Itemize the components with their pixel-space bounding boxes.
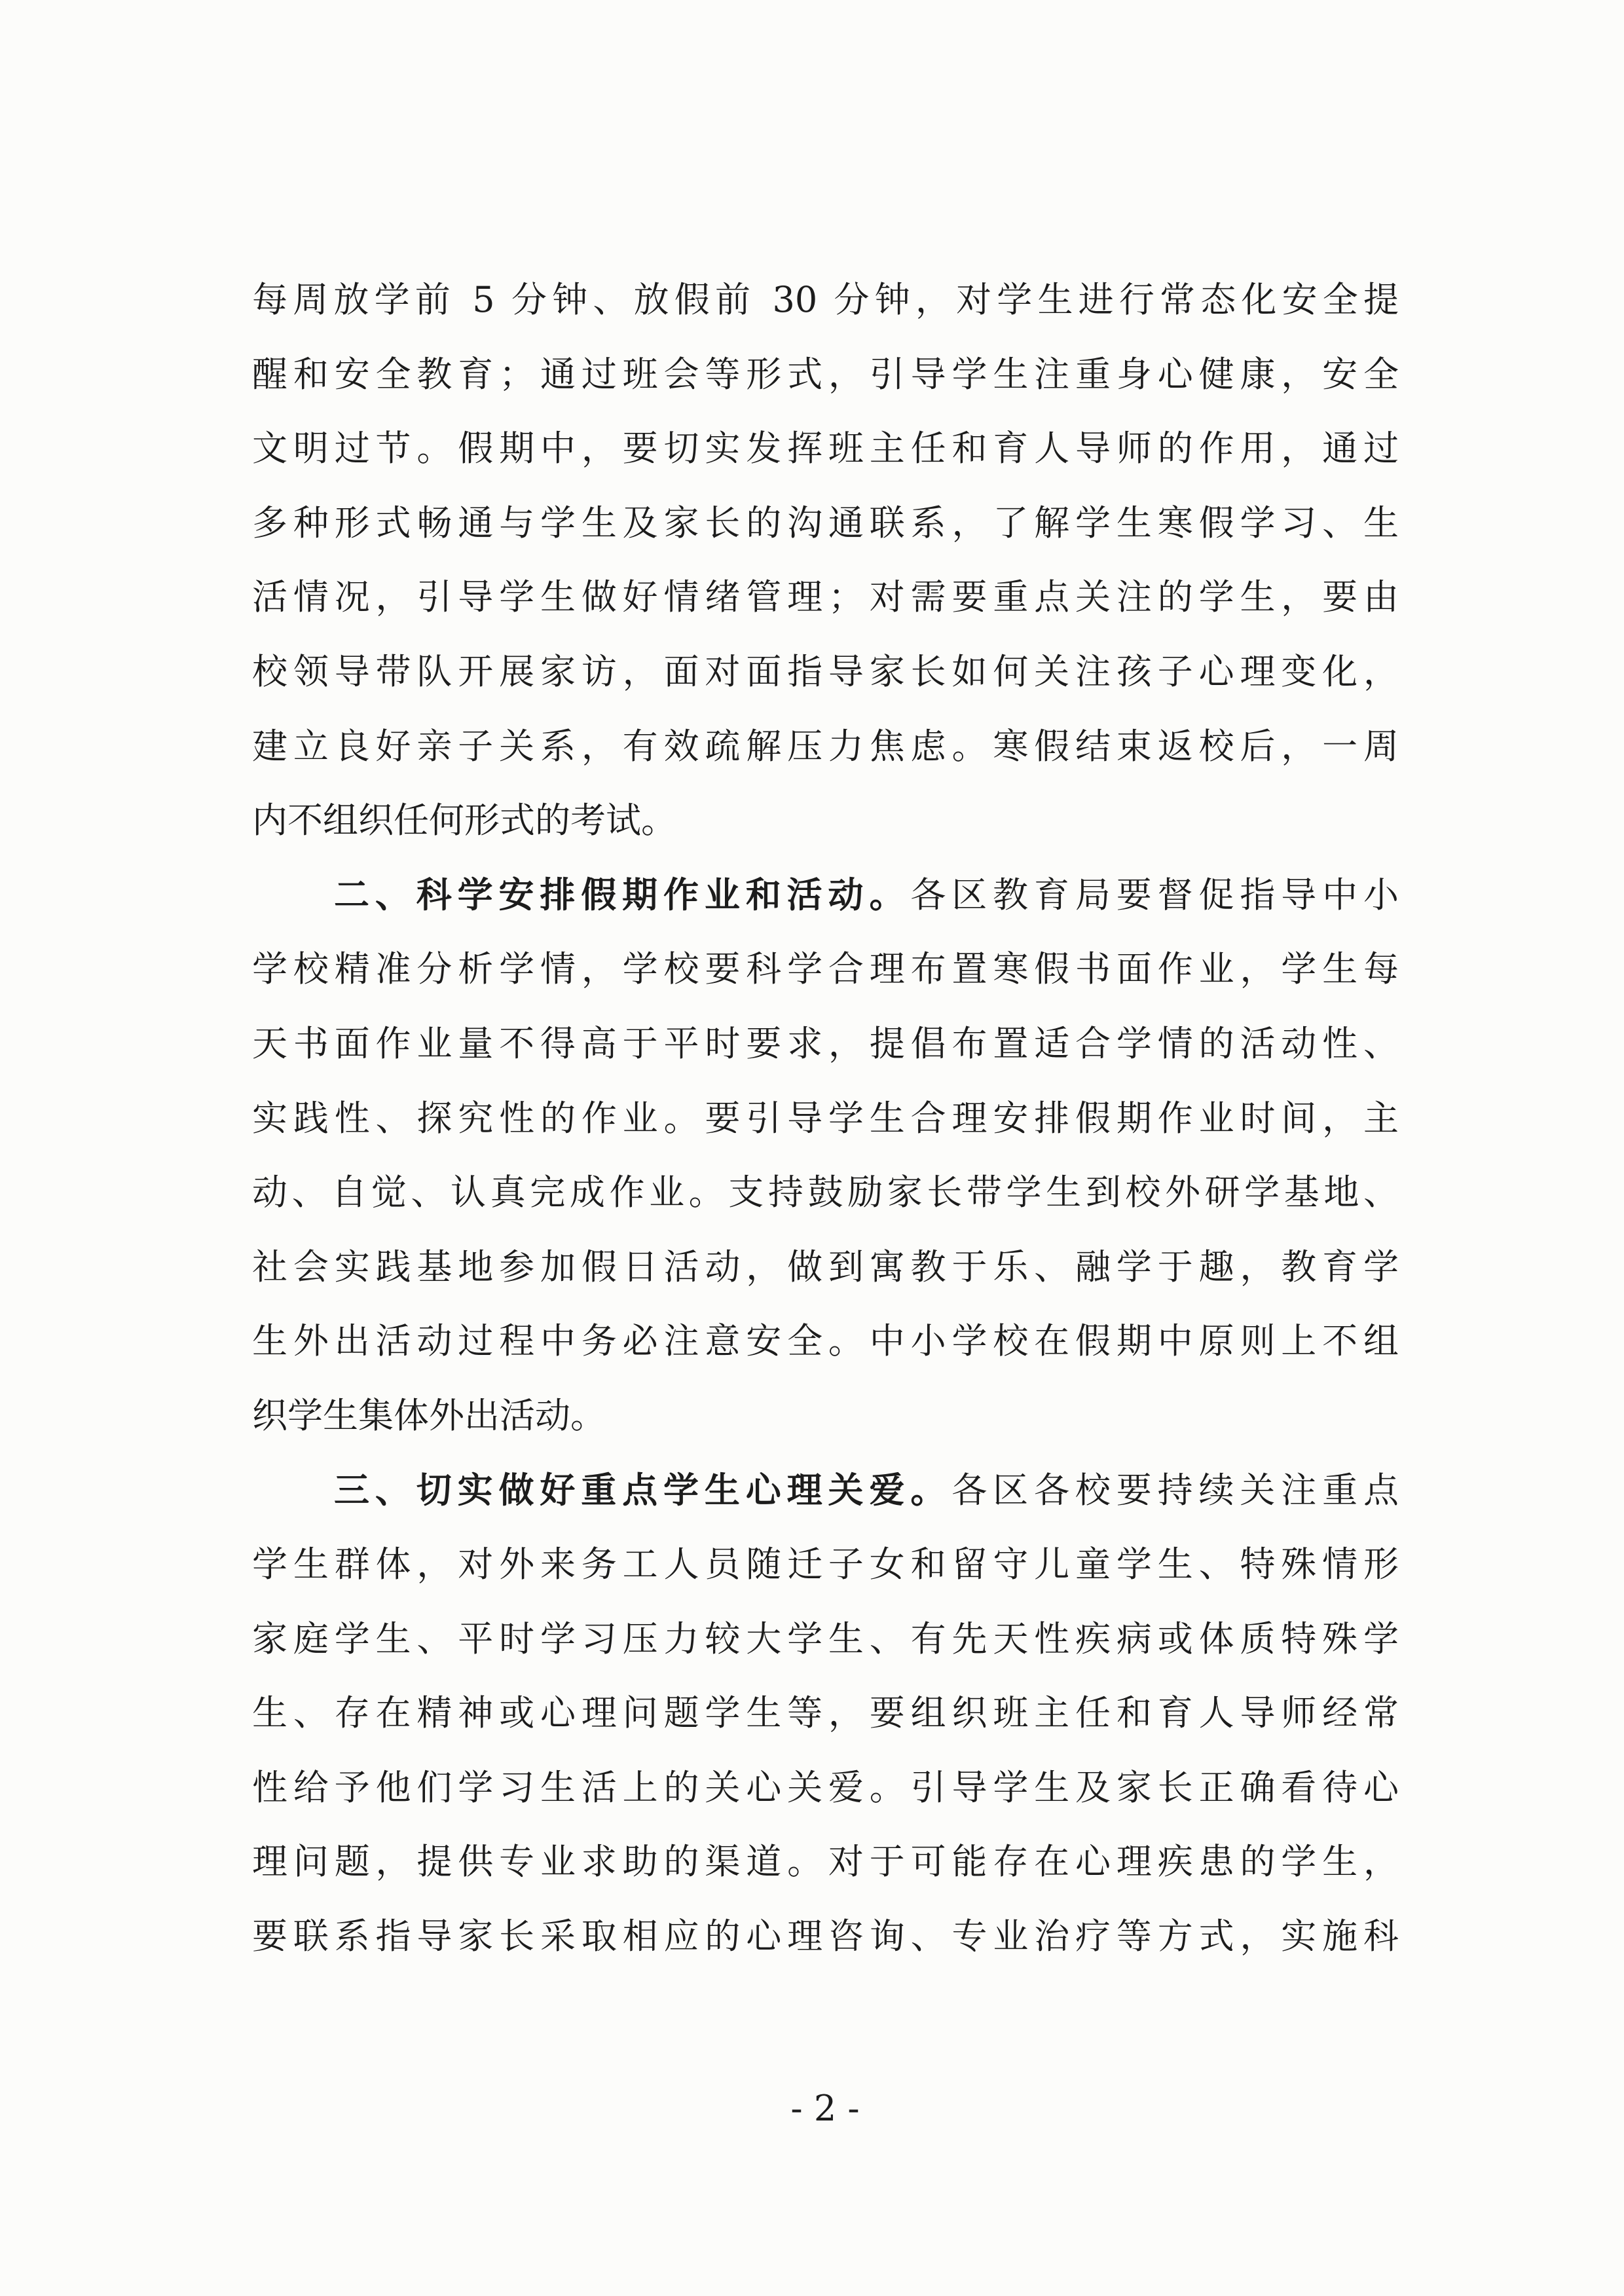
text-line: 活情况，引导学生做好情绪管理；对需要重点关注的学生，要由	[252, 576, 1399, 618]
text-line: 天书面作业量不得高于平时要求，提倡布置适合学情的活动性、	[252, 1022, 1399, 1064]
text-line: 生、存在精神或心理问题学生等，要组织班主任和育人导师经常	[252, 1692, 1399, 1734]
page-number: - 2 -	[790, 2088, 860, 2129]
text-line: 生外出活动过程中务必注意安全。中小学校在假期中原则上不组	[252, 1320, 1399, 1362]
text-line: 醒和安全教育；通过班会等形式，引导学生注重身心健康，安全	[252, 353, 1399, 395]
text-line: 每周放学前 5 分钟、放假前 30 分钟，对学生进行常态化安全提	[252, 279, 1399, 320]
text-line: 理问题，提供专业求助的渠道。对于可能存在心理疾患的学生，	[252, 1841, 1399, 1883]
text-line: 文明过节。假期中，要切实发挥班主任和育人导师的作用，通过	[252, 428, 1399, 470]
text-run: 各区教育局要督促指导中小	[910, 874, 1399, 916]
text-run: 各区各校要持续关注重点	[951, 1469, 1399, 1511]
text-line: 学校精准分析学情，学校要科学合理布置寒假书面作业，学生每	[252, 948, 1399, 990]
text-line: 学生群体，对外来务工人员随迁子女和留守儿童学生、特殊情形	[252, 1544, 1399, 1585]
text-line: 性给予他们学习生活上的关心关爱。引导学生及家长正确看待心	[252, 1766, 1399, 1808]
section-heading: 二、科学安排假期作业和活动。	[334, 873, 911, 916]
document-body	[252, 263, 1399, 1974]
text-line: 家庭学生、平时学习压力较大学生、有先天性疾病或体质特殊学	[252, 1618, 1399, 1659]
paragraph-first-line	[252, 858, 1399, 933]
text-line: 社会实践基地参加假日活动，做到寓教于乐、融学于趣，教育学	[252, 1246, 1399, 1287]
text-line: 要联系指导家长采取相应的心理咨询、专业治疗等方式，实施科	[252, 1916, 1399, 1957]
paragraph-first-line	[252, 1453, 1399, 1528]
text-line: 内不组织任何形式的考试。	[252, 800, 676, 842]
section-heading: 三、切实做好重点学生心理关爱。	[334, 1468, 952, 1511]
text-line: 织学生集体外出活动。	[252, 1394, 606, 1436]
text-line: 建立良好亲子关系，有效疏解压力焦虑。寒假结束返校后，一周	[252, 725, 1399, 767]
text-line: 校领导带队开展家访，面对面指导家长如何关注孩子心理变化，	[252, 650, 1399, 692]
text-line: 多种形式畅通与学生及家长的沟通联系，了解学生寒假学习、生	[252, 502, 1399, 544]
text-line: 动、自觉、认真完成作业。支持鼓励家长带学生到校外研学基地、	[252, 1172, 1399, 1213]
text-line: 实践性、探究性的作业。要引导学生合理安排假期作业时间，主	[252, 1097, 1399, 1139]
